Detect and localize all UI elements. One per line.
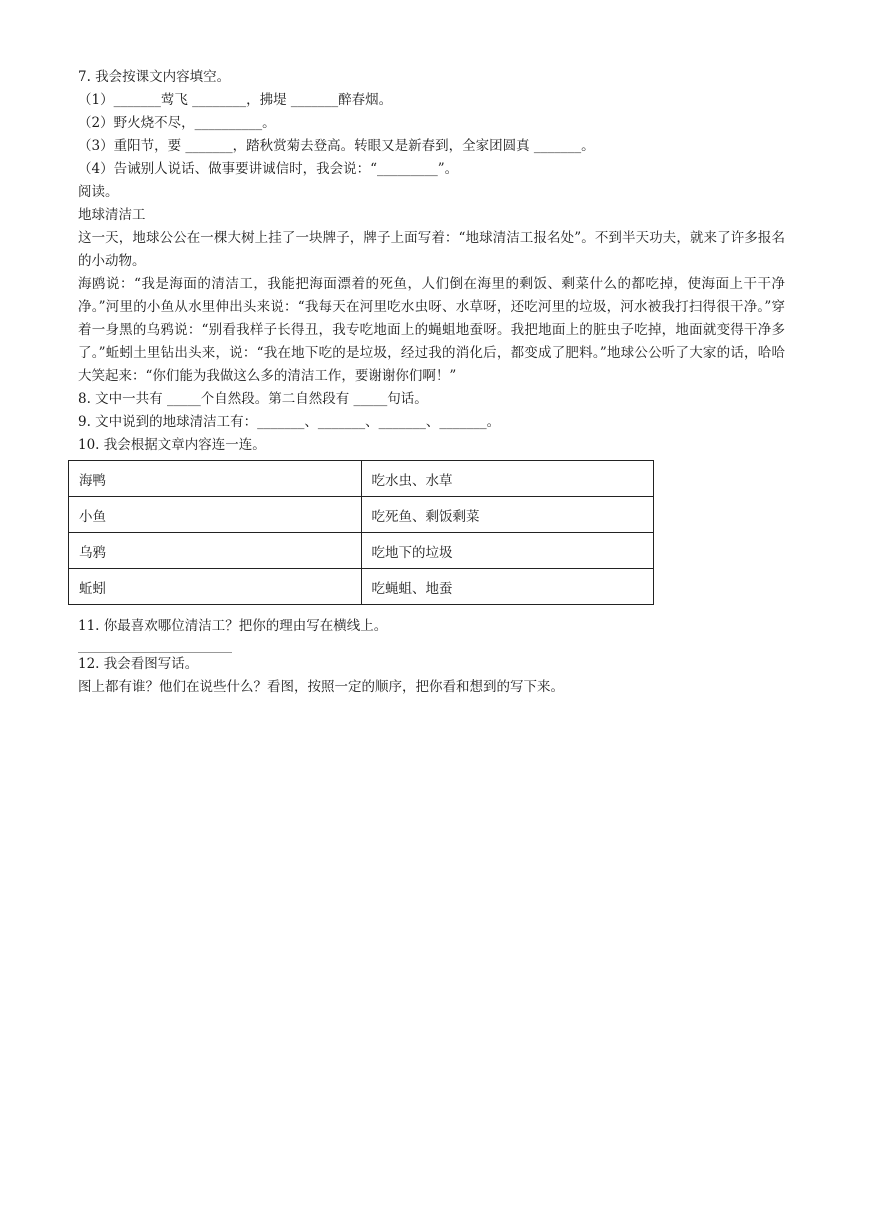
reading-title: 地球清洁工 — [78, 207, 146, 223]
reading-paragraph-1: 这一天，地球公公在一棵大树上挂了一块牌子，牌子上面写着：“地球清洁工报名处”。不到半天功夫，就来了许多报名的小动物。 — [78, 230, 785, 269]
reading-label: 阅读。 — [78, 184, 119, 200]
q12-title: 12. 我会看图写话。 — [78, 656, 199, 672]
match-right-cell[interactable]: 吃死鱼、剩饭剩菜 — [361, 497, 654, 533]
spacer — [78, 605, 788, 615]
q7-item-4: （4）告诫别人说话、做事要讲诚信时，我会说：“_________”。 — [78, 161, 459, 177]
match-right-cell[interactable]: 吃水虫、水草 — [361, 461, 654, 497]
match-left-cell[interactable]: 小鱼 — [69, 497, 362, 533]
q7-item-1: （1）_______莺飞 ________，拂堤 _______醉春烟。 — [78, 92, 393, 108]
q7-title: 7. 我会按课文内容填空。 — [78, 69, 231, 85]
match-right-cell[interactable]: 吃蝇蛆、地蚕 — [361, 569, 654, 605]
q7-item-2: （2）野火烧不尽，__________。 — [78, 115, 276, 131]
table-row — [69, 497, 654, 533]
q7-item-3: （3）重阳节，要 _______，踏秋赏菊去登高。转眼又是新春到，全家团圆真 _______。 — [78, 138, 595, 154]
table-row — [69, 461, 654, 497]
q9-question: 9. 文中说到的地球清洁工有：_______、_______、_______、_______。 — [78, 414, 501, 430]
match-right-cell[interactable]: 吃地下的垃圾 — [361, 533, 654, 569]
q10-title: 10. 我会根据文章内容连一连。 — [78, 437, 266, 453]
q11-answer-line[interactable] — [78, 638, 232, 653]
match-left-cell[interactable]: 海鸭 — [69, 461, 362, 497]
q12-prompt: 图上都有谁？他们在说些什么？看图，按照一定的顺序，把你看和想到的写下来。 — [78, 679, 564, 695]
matching-table — [68, 460, 654, 605]
table-row — [69, 569, 654, 605]
q8-question: 8. 文中一共有 _____个自然段。第二自然段有 _____句话。 — [78, 391, 428, 407]
worksheet-page — [78, 66, 788, 699]
table-row — [69, 533, 654, 569]
match-left-cell[interactable]: 乌鸦 — [69, 533, 362, 569]
reading-paragraph-2: 海鸥说：“我是海面的清洁工，我能把海面漂着的死鱼，人们倒在海里的剩饭、剩菜什么的都吃掉，使海面上干干净净。”河里的小鱼从水里伸出头来说：“我每天在河里吃水虫呀、水草呀，还吃河里的垃圾，河水被我打扫得很干净。”穿着一身黑的乌鸦说：“别看我样子长得丑，我专吃地面上的蝇蛆地蚕呀。我把地面上的脏虫子吃掉，地面就变得干净多了。”蚯蚓土里钻出头来，说：“我在地下吃的是垃圾，经过我的消化后，都变成了肥料。”地球公公听了大家的话，哈哈大笑起来：“你们能为我做这么多的清洁工作，要谢谢你们啊！” — [78, 276, 785, 384]
match-left-cell[interactable]: 蚯蚓 — [69, 569, 362, 605]
q11-question: 11. 你最喜欢哪位清洁工？把你的理由写在横线上。 — [78, 618, 388, 634]
